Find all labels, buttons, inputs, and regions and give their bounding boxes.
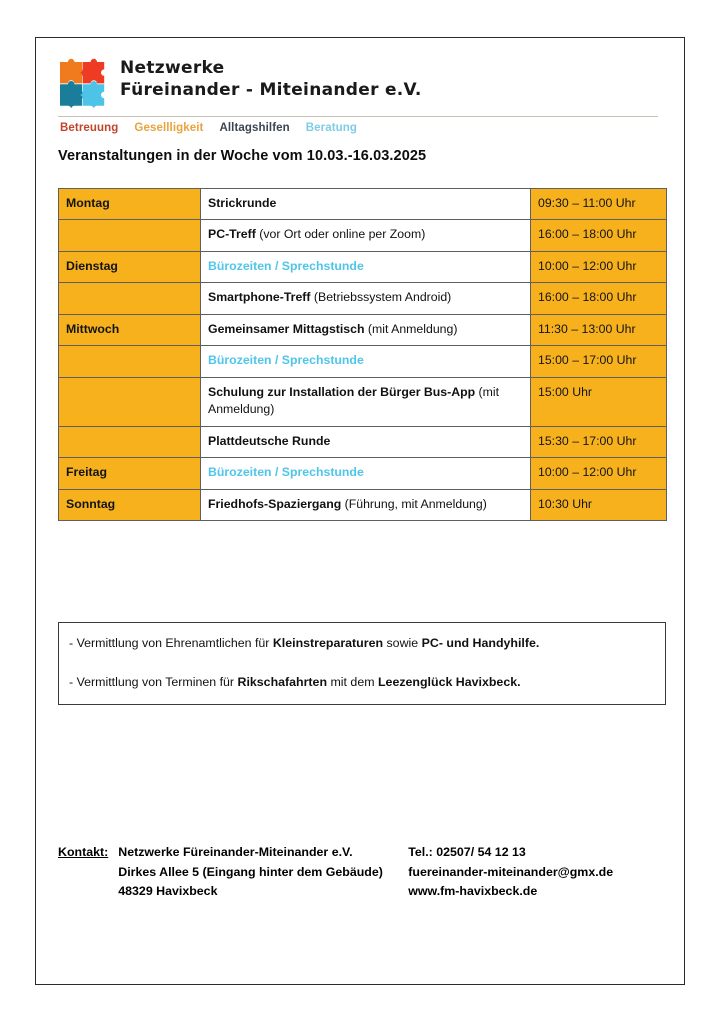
event-title: Strickrunde	[208, 196, 277, 210]
contact-section	[58, 843, 658, 902]
event-title: Friedhofs-Spaziergang	[208, 496, 342, 511]
event-detail: (mit Anmeldung)	[364, 321, 458, 336]
event-time: 11:30 – 13:00 Uhr	[538, 321, 636, 336]
note-line	[69, 634, 653, 653]
day-label: Montag	[66, 196, 110, 210]
event-time: 15:00 – 17:00 Uhr	[538, 353, 637, 368]
note-bold-2: Leezenglück Havixbeck.	[377, 674, 521, 689]
event-title: Bürozeiten / Sprechstunde	[208, 258, 364, 273]
contact-address-line2: Dirkes Allee 5 (Eingang hinter dem Gebäude)	[118, 864, 383, 879]
cell-day	[59, 283, 201, 314]
event-time: 10:30 Uhr	[538, 496, 593, 511]
cell-event	[201, 220, 531, 251]
note-line	[69, 673, 653, 692]
note-prefix: - Vermittlung von Terminen für	[69, 674, 238, 689]
nav-item-beratung[interactable]: Beratung	[305, 122, 358, 134]
day-label: Freitag	[66, 465, 107, 480]
cell-event	[201, 189, 531, 220]
event-time: 15:00 Uhr	[538, 384, 593, 399]
contact-phone: Tel.: 02507/ 54 12 13	[408, 845, 526, 859]
header-divider	[58, 116, 658, 117]
cell-day	[59, 189, 201, 220]
cell-event	[201, 426, 531, 457]
event-title: Gemeinsamer Mittagstisch	[208, 321, 365, 336]
cell-time	[531, 346, 667, 377]
cell-event	[201, 458, 531, 489]
event-time: 16:00 – 18:00 Uhr	[538, 227, 637, 242]
note-middle: mit dem	[327, 674, 378, 689]
event-detail: (Betriebssystem Android)	[310, 290, 452, 305]
contact-communication	[408, 843, 613, 902]
day-label: Dienstag	[66, 258, 118, 273]
cell-event	[201, 377, 531, 426]
table-row	[59, 489, 667, 520]
contact-label: Kontakt:	[58, 845, 109, 859]
contact-address	[118, 843, 408, 902]
note-bold-1: Rikschafahrten	[237, 674, 328, 689]
note-middle: sowie	[383, 636, 422, 650]
event-detail: (mit Anmeldung)	[208, 384, 500, 417]
org-name-line2: Füreinander - Miteinander e.V.	[120, 80, 422, 101]
cell-time	[531, 283, 667, 314]
document-header	[58, 56, 658, 108]
contact-address-line3: 48329 Havixbeck	[118, 884, 218, 899]
event-title: Schulung zur Installation der Bürger Bus-App	[208, 384, 476, 399]
table-row	[59, 220, 667, 251]
event-title: Plattdeutsche Runde	[208, 433, 331, 448]
puzzle-logo-icon	[58, 58, 106, 108]
note-bold-1: Kleinstreparaturen	[272, 636, 384, 650]
cell-day	[59, 346, 201, 377]
cell-day	[59, 220, 201, 251]
event-title: Bürozeiten / Sprechstunde	[208, 353, 364, 368]
event-time: 16:00 – 18:00 Uhr	[538, 290, 637, 305]
schedule-table	[58, 188, 667, 521]
cell-event	[201, 346, 531, 377]
cell-day	[59, 314, 201, 345]
table-row	[59, 426, 667, 457]
cell-day	[59, 426, 201, 457]
cell-time	[531, 314, 667, 345]
cell-time	[531, 251, 667, 282]
event-time: 10:00 – 12:00 Uhr	[538, 465, 637, 480]
table-row	[59, 377, 667, 426]
event-detail: (vor Ort oder online per Zoom)	[255, 227, 426, 242]
note-bold-2: PC- und Handyhilfe.	[421, 636, 540, 650]
day-label: Mittwoch	[66, 321, 120, 336]
cell-day	[59, 458, 201, 489]
cell-event	[201, 283, 531, 314]
event-time: 10:00 – 12:00 Uhr	[538, 258, 637, 273]
cell-time	[531, 489, 667, 520]
cell-day	[59, 377, 201, 426]
contact-email[interactable]: fuereinander-miteinander@gmx.de	[408, 864, 614, 879]
table-row	[59, 251, 667, 282]
page-frame	[35, 37, 685, 985]
cell-day	[59, 251, 201, 282]
cell-event	[201, 251, 531, 282]
cell-time	[531, 426, 667, 457]
contact-address-line1: Netzwerke Füreinander-Miteinander e.V.	[118, 845, 353, 859]
service-nav	[60, 122, 357, 134]
cell-time	[531, 377, 667, 426]
contact-website[interactable]: www.fm-havixbeck.de	[408, 884, 538, 899]
table-row	[59, 458, 667, 489]
day-label: Sonntag	[66, 496, 116, 511]
cell-day	[59, 489, 201, 520]
nav-item-betreuung[interactable]: Betreuung	[60, 122, 119, 134]
event-title: Bürozeiten / Sprechstunde	[208, 465, 364, 480]
services-notes-box	[58, 622, 666, 705]
note-prefix: - Vermittlung von Ehrenamtlichen für	[69, 636, 273, 650]
cell-time	[531, 458, 667, 489]
nav-item-gesellligkeit[interactable]: Gesellligkeit	[134, 122, 204, 134]
event-time: 15:30 – 17:00 Uhr	[538, 433, 637, 448]
event-title: PC-Treff	[208, 227, 256, 242]
organization-name	[120, 56, 422, 102]
event-time: 09:30 – 11:00 Uhr	[538, 196, 636, 210]
page-title: Veranstaltungen in der Woche vom 10.03.-16.03.2025	[58, 148, 427, 164]
table-row	[59, 346, 667, 377]
cell-event	[201, 314, 531, 345]
org-name-line1: Netzwerke	[120, 58, 225, 78]
table-row	[59, 189, 667, 220]
table-row	[59, 314, 667, 345]
cell-time	[531, 220, 667, 251]
table-row	[59, 283, 667, 314]
nav-item-alltagshilfen[interactable]: Alltagshilfen	[219, 122, 290, 134]
cell-time	[531, 189, 667, 220]
event-title: Smartphone-Treff	[208, 290, 311, 305]
cell-event	[201, 489, 531, 520]
event-detail: (Führung, mit Anmeldung)	[341, 496, 487, 511]
